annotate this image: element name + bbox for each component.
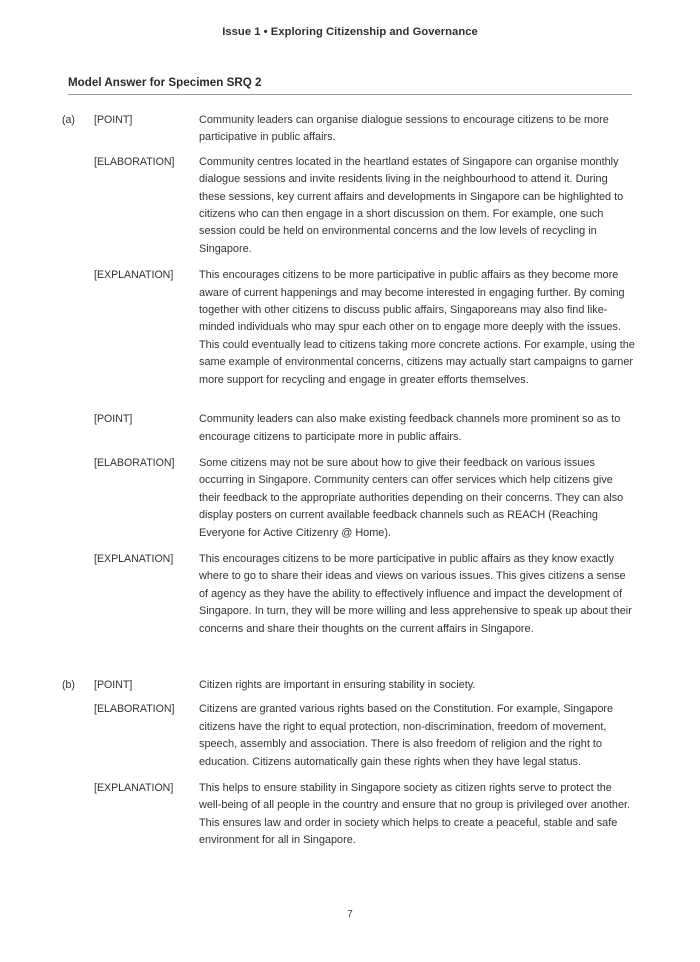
answer-text: This encourages citizens to be more participative in public affairs as they know exactly where to go to share their ideas and views on various issues. This gives citizens a sense of agency as they have the ability to effectively influence and impact the development of Singapore. In turn, they will be more willing and less apprehensive to speak up about their concerns and share their thoughts on the current affairs in Singapore. <box>199 552 632 635</box>
answer-text: Citizens are granted various rights based on the Constitution. For example, Singapore citizens have the right to equal protection, non-discrimination, freedom of movement, speech, assembly and association. There is also freedom of religion and the right to education. Citizens automatically gain these rights when they have legal status. <box>199 703 614 768</box>
answer-row <box>0 112 700 147</box>
answer-text: This encourages citizens to be more participative in public affairs as they become more aware of current happenings and may become interested in engaging further. By coming together with other citizens to discuss public affairs, Singaporeans may also find like-minded individuals who may spur each other on to engage more deeply with the issues. This could eventually lead to citizens taking more concrete actions. For example, using the same example of environmental concerns, citizens may actually start campaigns to garner more support for recycling and engage in greater efforts themselves. <box>199 269 635 386</box>
title-divider <box>68 94 632 95</box>
answer-row <box>0 267 700 389</box>
page-number: 7 <box>347 909 353 920</box>
answer-text: This helps to ensure stability in Singapore society as citizen rights serve to protect the well-being of all people in the country and ensure that no group is privileged over another. This ensures law and order in society which helps to create a peaceful, stable and safe environment for all in Singapore. <box>199 782 631 847</box>
answer-row <box>0 411 700 446</box>
answer-text: Community leaders can also make existing feedback channels more prominent so as to encourage citizens to participate more in public affairs. <box>199 413 621 443</box>
question-marker: (a) <box>62 114 75 126</box>
answer-label: [EXPLANATION] <box>94 269 174 282</box>
answer-label: [EXPLANATION] <box>94 552 174 565</box>
answer-row <box>0 780 700 850</box>
answer-text: Some citizens may not be sure about how to give their feedback on various issues occurring in Singapore. Community centers can offer services which help citizens give their feedback to the appropriate authorities depending on their concerns. They can also display posters on current available feedback channels such as REACH (Reaching Everyone for Active Citizenry @ Home). <box>199 456 624 539</box>
answer-text: Community centres located in the heartland estates of Singapore can organise monthly dialogue sessions and invite residents living in the neighbourhood to attend it. During these sessions, key current affairs and developments in Singapore can be highlighted to citizens who can then engage in a short discussion on them. For example, one such session could be held on environmental concerns and the low levels of recycling in Singapore. <box>199 155 624 255</box>
answer-label: [ELABORATION] <box>94 155 175 168</box>
answer-label: [EXPLANATION] <box>94 782 174 794</box>
running-header: Issue 1 • Exploring Citizenship and Governance <box>222 26 478 38</box>
answer-text: Community leaders can organise dialogue sessions to encourage citizens to be more participative in public affairs. <box>199 114 609 144</box>
answer-label: [POINT] <box>94 678 133 691</box>
question-block <box>0 112 700 638</box>
answer-text: Citizen rights are important in ensuring stability in society. <box>199 678 476 691</box>
answer-row <box>0 455 700 542</box>
title-block <box>68 76 632 95</box>
question-marker: (b) <box>62 678 75 691</box>
answer-label: [POINT] <box>94 413 133 426</box>
answer-content <box>0 112 700 859</box>
answer-label: [ELABORATION] <box>94 703 175 716</box>
answer-row <box>0 154 700 258</box>
answer-label: [ELABORATION] <box>94 456 175 469</box>
question-block <box>0 677 700 850</box>
answer-row <box>0 677 700 694</box>
page-title: Model Answer for Specimen SRQ 2 <box>68 76 262 89</box>
answer-label: [POINT] <box>94 114 133 126</box>
answer-row <box>0 701 700 771</box>
answer-row <box>0 551 700 638</box>
